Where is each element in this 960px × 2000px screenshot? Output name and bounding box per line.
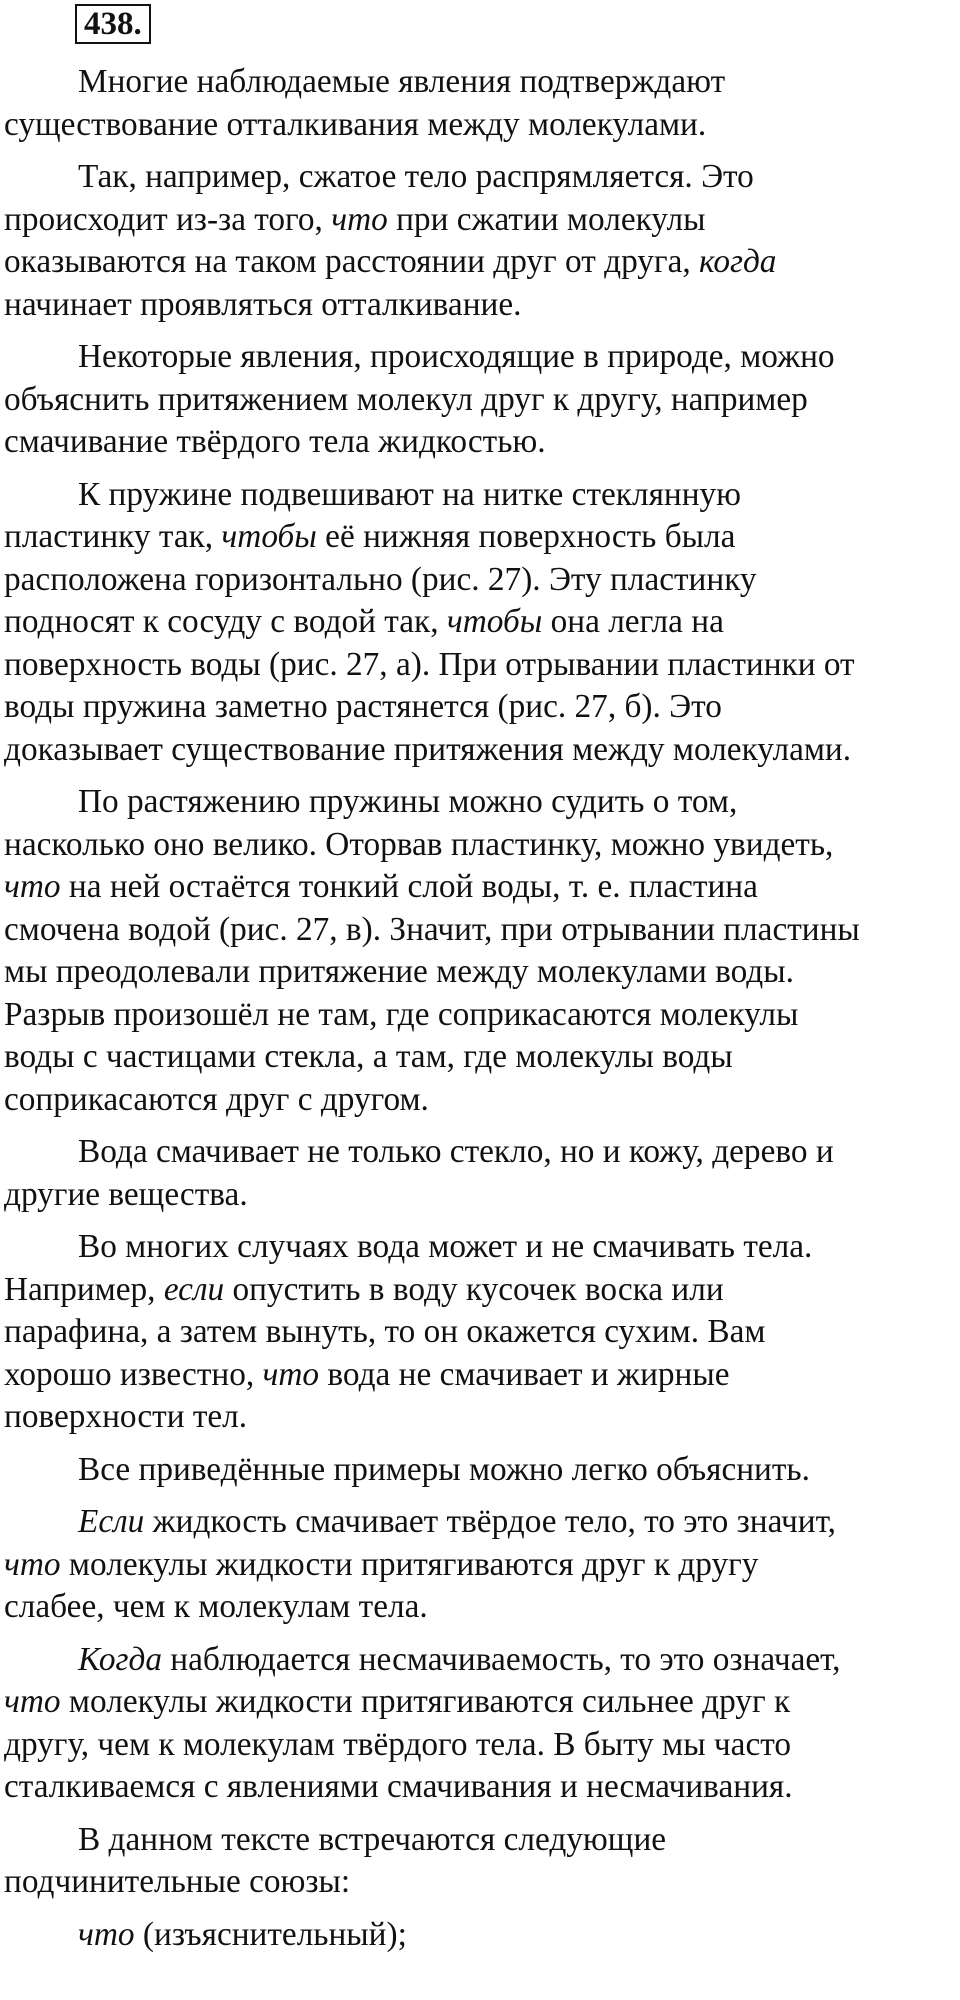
text-line [4, 781, 958, 824]
text-segment: поверхности тел. [4, 1398, 248, 1435]
text-segment: на ней остаётся тонкий слой воды, т. е. пластина [60, 868, 758, 905]
text-segment: другу, чем к молекулам твёрдого тела. В быту мы часто [4, 1725, 791, 1763]
italic-conjunction: если [163, 1270, 225, 1308]
italic-conjunction: что [331, 200, 388, 238]
text-line [4, 1449, 958, 1492]
text-segment: Все приведённые примеры можно легко объяснить. [78, 1450, 810, 1488]
text-line [4, 866, 958, 909]
text-line [4, 336, 958, 379]
italic-conjunction: что [4, 1683, 61, 1720]
italic-conjunction: Когда [78, 1640, 162, 1678]
paragraph [4, 1226, 958, 1439]
paragraph [4, 156, 958, 326]
text-segment: доказывает существование притяжения между молекулами. [4, 730, 852, 768]
text-line [4, 61, 958, 104]
text-segment: её нижняя поверхность была [316, 518, 736, 555]
text-line [4, 1079, 958, 1122]
text-line [4, 1681, 958, 1724]
text-segment: (изъяснительный); [134, 1915, 407, 1953]
text-line [4, 516, 958, 559]
paragraph [4, 336, 958, 464]
text-line [4, 909, 958, 952]
text-segment: молекулы жидкости притягиваются сильнее друг к [60, 1683, 791, 1720]
text-line [4, 644, 958, 687]
text-line [4, 1354, 958, 1397]
text-line [4, 951, 958, 994]
text-segment: По растяжению пружины можно судить о том, [78, 783, 738, 820]
italic-conjunction: чтобы [221, 518, 317, 555]
text-line [4, 1861, 958, 1904]
paragraph [4, 474, 958, 772]
text-segment: молекулы жидкости притягиваются друг к другу [60, 1545, 759, 1583]
text-line [4, 1174, 958, 1217]
text-line [4, 1131, 958, 1174]
text-line [4, 729, 958, 772]
text-line [4, 104, 958, 147]
text-line [4, 1501, 958, 1544]
text-segment: К пружине подвешивают на нитке стеклянную [78, 475, 742, 513]
text-line [4, 1724, 958, 1767]
text-line [4, 1586, 958, 1629]
paragraph [4, 1131, 958, 1216]
text-segment: начинает проявляться отталкивание. [4, 285, 522, 323]
text-segment: пластинку так, [4, 518, 222, 555]
text-segment: оказываются на таком расстоянии друг от друга, [4, 243, 700, 280]
text-line [4, 241, 958, 284]
text-segment: другие вещества. [4, 1175, 248, 1213]
paragraph [4, 781, 958, 1121]
text-line [4, 199, 958, 242]
text-line [4, 1269, 958, 1312]
text-segment: Многие наблюдаемые явления подтверждают [78, 63, 726, 100]
text-segment: она легла на [542, 603, 724, 640]
text-segment: подносят к сосуду с водой так, [4, 603, 447, 640]
italic-conjunction: что [78, 1915, 135, 1953]
text-segment: В данном тексте встречаются следующие [78, 1820, 667, 1858]
text-line [4, 474, 958, 517]
text-segment: насколько оно велико. Оторвав пластинку, можно увидеть, [4, 825, 834, 863]
text-segment: сталкиваемся с явлениями смачивания и несмачивания. [4, 1768, 793, 1805]
text-segment: Так, например, сжатое тело распрямляется. Это [78, 158, 754, 195]
text-line [4, 1311, 958, 1354]
paragraph [4, 1914, 958, 1957]
italic-conjunction: что [4, 1545, 61, 1583]
text-segment: объяснить притяжением молекул друг к другу, например [4, 380, 808, 418]
text-segment: при сжатии молекулы [387, 200, 706, 238]
text-segment: слабее, чем к молекулам тела. [4, 1588, 428, 1625]
text-segment: воды с частицами стекла, а там, где молекулы воды [4, 1038, 733, 1075]
text-segment: происходит из-за того, [4, 200, 332, 238]
text-line [4, 156, 958, 199]
text-segment: Вода смачивает не только стекло, но и кожу, дерево и [78, 1133, 834, 1170]
exercise-text [4, 61, 958, 1966]
text-segment: смачивание твёрдого тела жидкостью. [4, 423, 546, 460]
text-segment: смочена водой (рис. 27, в). Значит, при отрывании пластины [4, 910, 860, 948]
text-segment: наблюдается несмачиваемость, то это означает, [161, 1640, 841, 1678]
text-line [4, 686, 958, 729]
text-segment: опустить в воду кусочек воска или [224, 1270, 724, 1308]
text-line [4, 994, 958, 1037]
text-line [4, 1766, 958, 1809]
text-segment: жидкость смачивает твёрдое тело, то это значит, [144, 1503, 836, 1540]
italic-conjunction: Если [78, 1503, 145, 1540]
text-line [4, 601, 958, 644]
text-line [4, 1036, 958, 1079]
paragraph [4, 1639, 958, 1809]
text-segment: парафина, а затем вынуть, то он окажется сухим. Вам [4, 1313, 766, 1350]
text-line [4, 284, 958, 327]
text-line [4, 379, 958, 422]
text-segment: существование отталкивания между молекулами. [4, 105, 707, 143]
italic-conjunction: что [262, 1355, 320, 1393]
text-line [4, 1819, 958, 1862]
text-segment: поверхность воды (рис. 27, а). При отрывании пластинки от [4, 645, 855, 683]
text-line [4, 1544, 958, 1587]
paragraph [4, 1449, 958, 1492]
text-line [4, 1914, 958, 1957]
text-segment: соприкасаются друг с другом. [4, 1080, 429, 1118]
text-segment: Например, [4, 1270, 164, 1308]
text-line [4, 1639, 958, 1682]
text-segment: Во многих случаях вода может и не смачивать тела. [78, 1228, 813, 1265]
text-line [4, 559, 958, 602]
text-segment: воды пружина заметно растянется (рис. 27, б). Это [4, 688, 722, 725]
text-segment: Разрыв произошёл не там, где соприкасаются молекулы [4, 995, 799, 1033]
paragraph [4, 61, 958, 146]
text-segment: подчинительные союзы: [4, 1863, 351, 1900]
text-line [4, 1226, 958, 1269]
italic-conjunction: чтобы [446, 603, 543, 640]
text-segment: расположена горизонтально (рис. 27). Эту пластинку [4, 560, 757, 598]
italic-conjunction: когда [699, 243, 777, 280]
exercise-number: 438. [75, 4, 151, 44]
paragraph [4, 1819, 958, 1904]
text-line [4, 421, 958, 464]
text-segment: Некоторые явления, происходящие в природе, можно [78, 338, 835, 375]
text-line [4, 824, 958, 867]
text-segment: хорошо известно, [4, 1355, 263, 1393]
paragraph [4, 1501, 958, 1629]
text-line [4, 1396, 958, 1439]
text-segment: вода не смачивает и жирные [319, 1355, 730, 1393]
italic-conjunction: что [4, 868, 61, 905]
text-segment: мы преодолевали притяжение между молекулами воды. [4, 953, 794, 990]
